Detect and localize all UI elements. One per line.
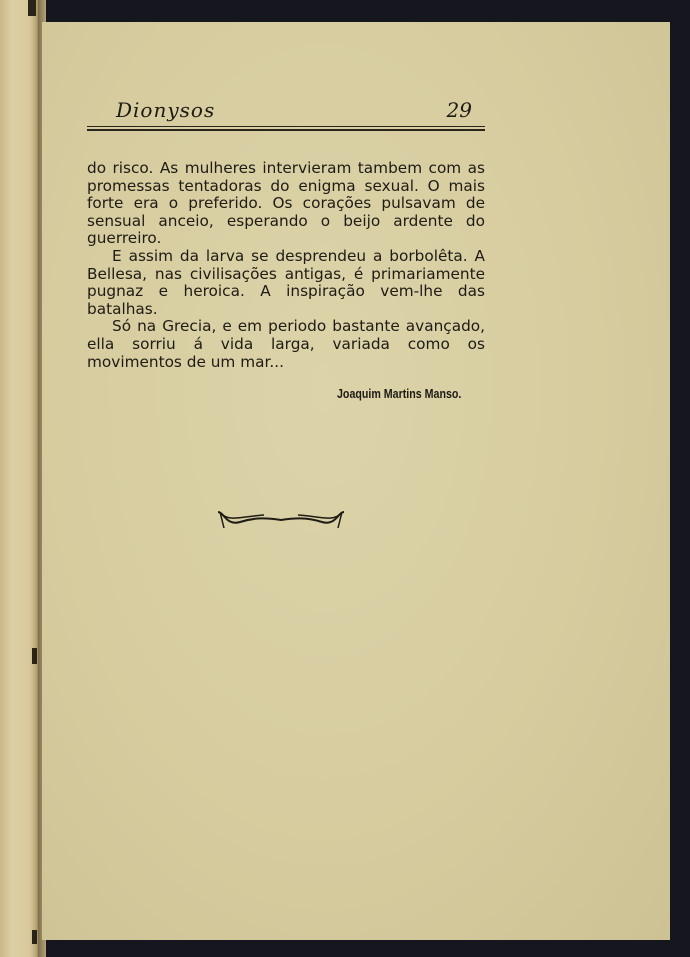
book-edge [0,0,40,957]
paragraph: E assim da larva se desprendeu a borbolêta. A Bellesa, nas civilisações antigas, é primariamente pugnaz e heroica. A inspiração vem-lhe das batalhas. [87,246,485,318]
edge-mark [32,648,37,664]
body-text [87,160,485,371]
ornament-icon [216,508,346,532]
author-signature: Joaquim Martins Manso. [337,386,462,401]
running-title: Dionysos [116,98,216,122]
header-rule [87,126,485,127]
header-rule [87,129,485,131]
paragraph: do risco. As mulheres intervieram tambem com as promessas tentadoras do enigma sexual. O mais forte era o preferido. Os corações pulsavam de sensual anceio, esperando o beijo ardente do guerreiro. [87,159,485,248]
page-number: 29 [446,98,472,122]
edge-mark [32,930,37,944]
edge-mark [28,0,36,16]
paragraph: Só na Grecia, e em periodo bastante avançado, ella sorriu á vida larga, variada como os movimentos de um mar... [87,317,485,371]
running-header [87,96,485,136]
